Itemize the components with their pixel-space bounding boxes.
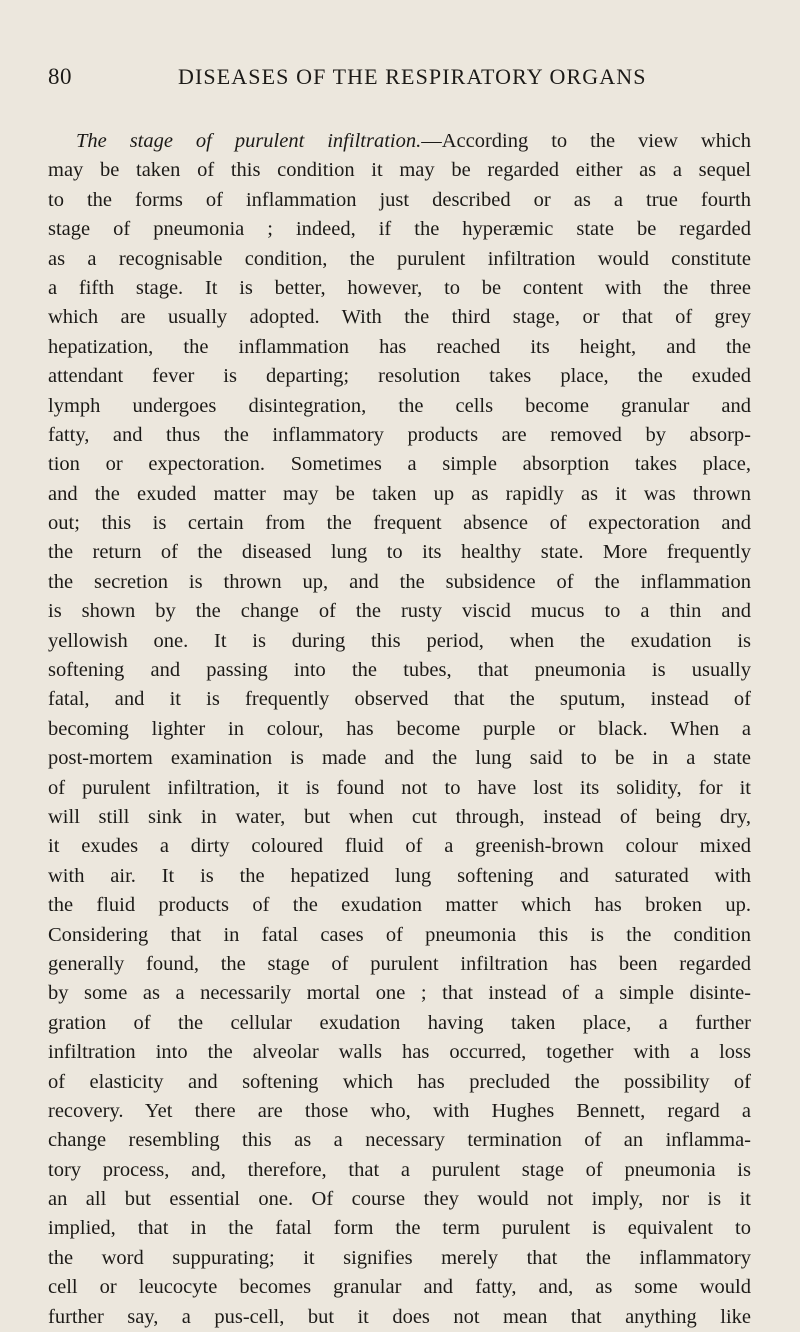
text-line: and the exuded matter may be taken up as rapidly as it was thrown bbox=[48, 482, 751, 505]
text-line: of elasticity and softening which has precluded the possibility of bbox=[48, 1070, 751, 1093]
page-number: 80 bbox=[48, 64, 72, 89]
text-line: fatty, and thus the inflammatory products are removed by absorp- bbox=[48, 423, 751, 446]
first-line-text: —According to the view which bbox=[421, 130, 751, 152]
text-line: attendant fever is departing; resolution takes place, the exuded bbox=[48, 365, 751, 388]
text-line: stage of pneumonia ; indeed, if the hyperæmic state be regarded bbox=[48, 218, 751, 241]
text-line: lymph undergoes disintegration, the cells become granular and bbox=[48, 394, 751, 417]
body-text bbox=[48, 127, 751, 1332]
text-line: recovery. Yet there are those who, with Hughes Bennett, regard a bbox=[48, 1099, 751, 1122]
text-line: which are usually adopted. With the third stage, or that of grey bbox=[48, 306, 751, 329]
text-line: implied, that in the fatal form the term purulent is equivalent to bbox=[48, 1217, 751, 1240]
text-line: the fluid products of the exudation matter which has broken up. bbox=[48, 894, 751, 917]
text-line: post-mortem examination is made and the lung said to be in a state bbox=[48, 747, 751, 770]
text-line: the secretion is thrown up, and the subsidence of the inflammation bbox=[48, 570, 751, 593]
text-line: will still sink in water, but when cut through, instead of being dry, bbox=[48, 805, 751, 828]
text-line: hepatization, the inflammation has reached its height, and the bbox=[48, 335, 751, 358]
text-line: further say, a pus-cell, but it does not mean that anything like bbox=[48, 1305, 751, 1328]
text-line: may be taken of this condition it may be regarded either as a sequel bbox=[48, 159, 751, 182]
text-line: generally found, the stage of purulent infiltration has been regarded bbox=[48, 952, 751, 975]
text-line: softening and passing into the tubes, that pneumonia is usually bbox=[48, 659, 751, 682]
text-line: it exudes a dirty coloured fluid of a greenish-brown colour mixed bbox=[48, 835, 751, 858]
text-line: Considering that in fatal cases of pneumonia this is the condition bbox=[48, 923, 751, 946]
text-line: an all but essential one. Of course they would not imply, nor is it bbox=[48, 1188, 751, 1211]
text-line: cell or leucocyte becomes granular and fatty, and, as some would bbox=[48, 1276, 751, 1299]
text-line: gration of the cellular exudation having taken place, a further bbox=[48, 1011, 751, 1034]
text-line: with air. It is the hepatized lung softening and saturated with bbox=[48, 864, 751, 887]
text-line: a fifth stage. It is better, however, to be content with the three bbox=[48, 276, 751, 299]
text-line: tion or expectoration. Sometimes a simple absorption takes place, bbox=[48, 453, 751, 476]
text-line: of purulent infiltration, it is found not to have lost its solidity, for it bbox=[48, 776, 751, 799]
running-head bbox=[48, 64, 752, 98]
text-line: fatal, and it is frequently observed that the sputum, instead of bbox=[48, 688, 751, 711]
text-line: yellowish one. It is during this period, when the exudation is bbox=[48, 629, 751, 652]
text-line: by some as a necessarily mortal one ; that instead of a simple disinte- bbox=[48, 982, 751, 1005]
paragraph-first-line bbox=[48, 127, 751, 156]
text-line: becoming lighter in colour, has become purple or black. When a bbox=[48, 717, 751, 740]
text-line: change resembling this as a necessary termination of an inflamma- bbox=[48, 1129, 751, 1152]
text-line: the word suppurating; it signifies merely that the inflammatory bbox=[48, 1246, 751, 1269]
text-line: tory process, and, therefore, that a purulent stage of pneumonia is bbox=[48, 1158, 751, 1181]
text-line: is shown by the change of the rusty viscid mucus to a thin and bbox=[48, 600, 751, 623]
running-head-title: DISEASES OF THE RESPIRATORY ORGANS bbox=[178, 64, 647, 89]
text-line: out; this is certain from the frequent absence of expectoration and bbox=[48, 512, 751, 535]
text-line: infiltration into the alveolar walls has occurred, together with a loss bbox=[48, 1041, 751, 1064]
text-line: as a recognisable condition, the purulent infiltration would constitute bbox=[48, 247, 751, 270]
text-line: to the forms of inflammation just described or as a true fourth bbox=[48, 188, 751, 211]
section-heading-italic: The stage of purulent infiltration. bbox=[76, 130, 422, 152]
text-line: the return of the diseased lung to its healthy state. More frequently bbox=[48, 541, 751, 564]
